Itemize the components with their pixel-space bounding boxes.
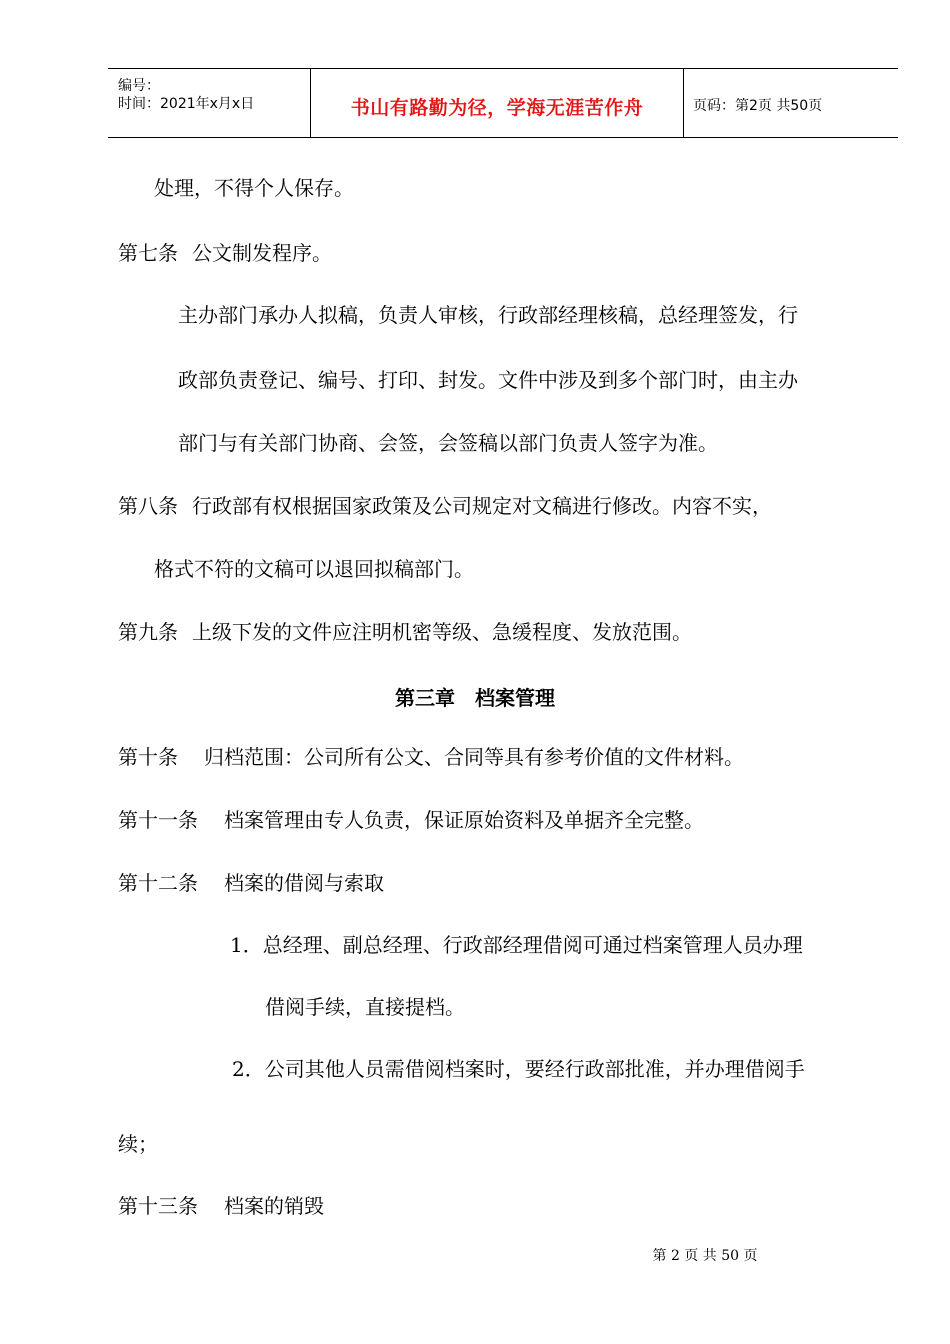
article-9 bbox=[118, 620, 692, 644]
article-7-line-3: 部门与有关部门协商、会签，会签稿以部门负责人签字为准。 bbox=[178, 431, 718, 455]
article-8 bbox=[118, 494, 772, 518]
article-12 bbox=[118, 871, 384, 895]
article-number: 第八条 bbox=[118, 494, 178, 518]
article-7-line-2: 政部负责登记、编号、打印、封发。文件中涉及到多个部门时，由主办 bbox=[178, 368, 798, 392]
list-item-2-line-1: 2．公司其他人员需借阅档案时，要经行政部批准，并办理借阅手 bbox=[232, 1057, 805, 1081]
article-11 bbox=[118, 808, 704, 832]
article-text: 归档范围：公司所有公文、合同等具有参考价值的文件材料。 bbox=[204, 745, 744, 769]
article-number: 第十一条 bbox=[118, 808, 198, 832]
header-motto: 书山有路勤为径，学海无涯苦作舟 bbox=[350, 97, 644, 119]
list-item-2-line-2: 续； bbox=[118, 1132, 158, 1156]
page-footer: 第 2 页 共 50 页 bbox=[652, 1248, 758, 1264]
doc-number-label: 编号： bbox=[118, 78, 160, 94]
article-number: 第十二条 bbox=[118, 871, 198, 895]
article-text: 档案管理由专人负责，保证原始资料及单据齐全完整。 bbox=[224, 808, 704, 832]
chapter-heading: 第三章 档案管理 bbox=[395, 686, 555, 710]
header-meta bbox=[108, 69, 310, 137]
article-text: 上级下发的文件应注明机密等级、急缓程度、发放范围。 bbox=[192, 620, 692, 644]
article-number: 第九条 bbox=[118, 620, 178, 644]
article-number: 第七条 bbox=[118, 241, 178, 265]
article-text: 档案的借阅与索取 bbox=[224, 871, 384, 895]
list-item-1-line-1: 1．总经理、副总经理、行政部经理借阅可通过档案管理人员办理 bbox=[230, 933, 803, 957]
article-7 bbox=[118, 241, 332, 265]
article-text: 行政部有权根据国家政策及公司规定对文稿进行修改。内容不实， bbox=[192, 494, 772, 518]
article-number: 第十条 bbox=[118, 745, 178, 769]
paragraph-continuation: 处理，不得个人保存。 bbox=[154, 176, 354, 200]
article-number: 第十三条 bbox=[118, 1194, 198, 1218]
article-text: 公文制发程序。 bbox=[192, 241, 332, 265]
header-page-cell bbox=[683, 69, 898, 137]
header-page-info: 页码：第2页 共50页 bbox=[693, 98, 823, 114]
doc-time-label: 时间：2021年x月x日 bbox=[118, 96, 255, 112]
article-8-continuation: 格式不符的文稿可以退回拟稿部门。 bbox=[154, 557, 474, 581]
header-motto-cell bbox=[310, 69, 684, 137]
article-7-line-1: 主办部门承办人拟稿，负责人审核，行政部经理核稿，总经理签发，行 bbox=[178, 303, 798, 327]
article-text: 档案的销毁 bbox=[224, 1194, 324, 1218]
list-item-1-line-2: 借阅手续，直接提档。 bbox=[265, 995, 465, 1019]
article-13 bbox=[118, 1194, 324, 1218]
page-header bbox=[108, 68, 898, 138]
article-10 bbox=[118, 745, 744, 769]
